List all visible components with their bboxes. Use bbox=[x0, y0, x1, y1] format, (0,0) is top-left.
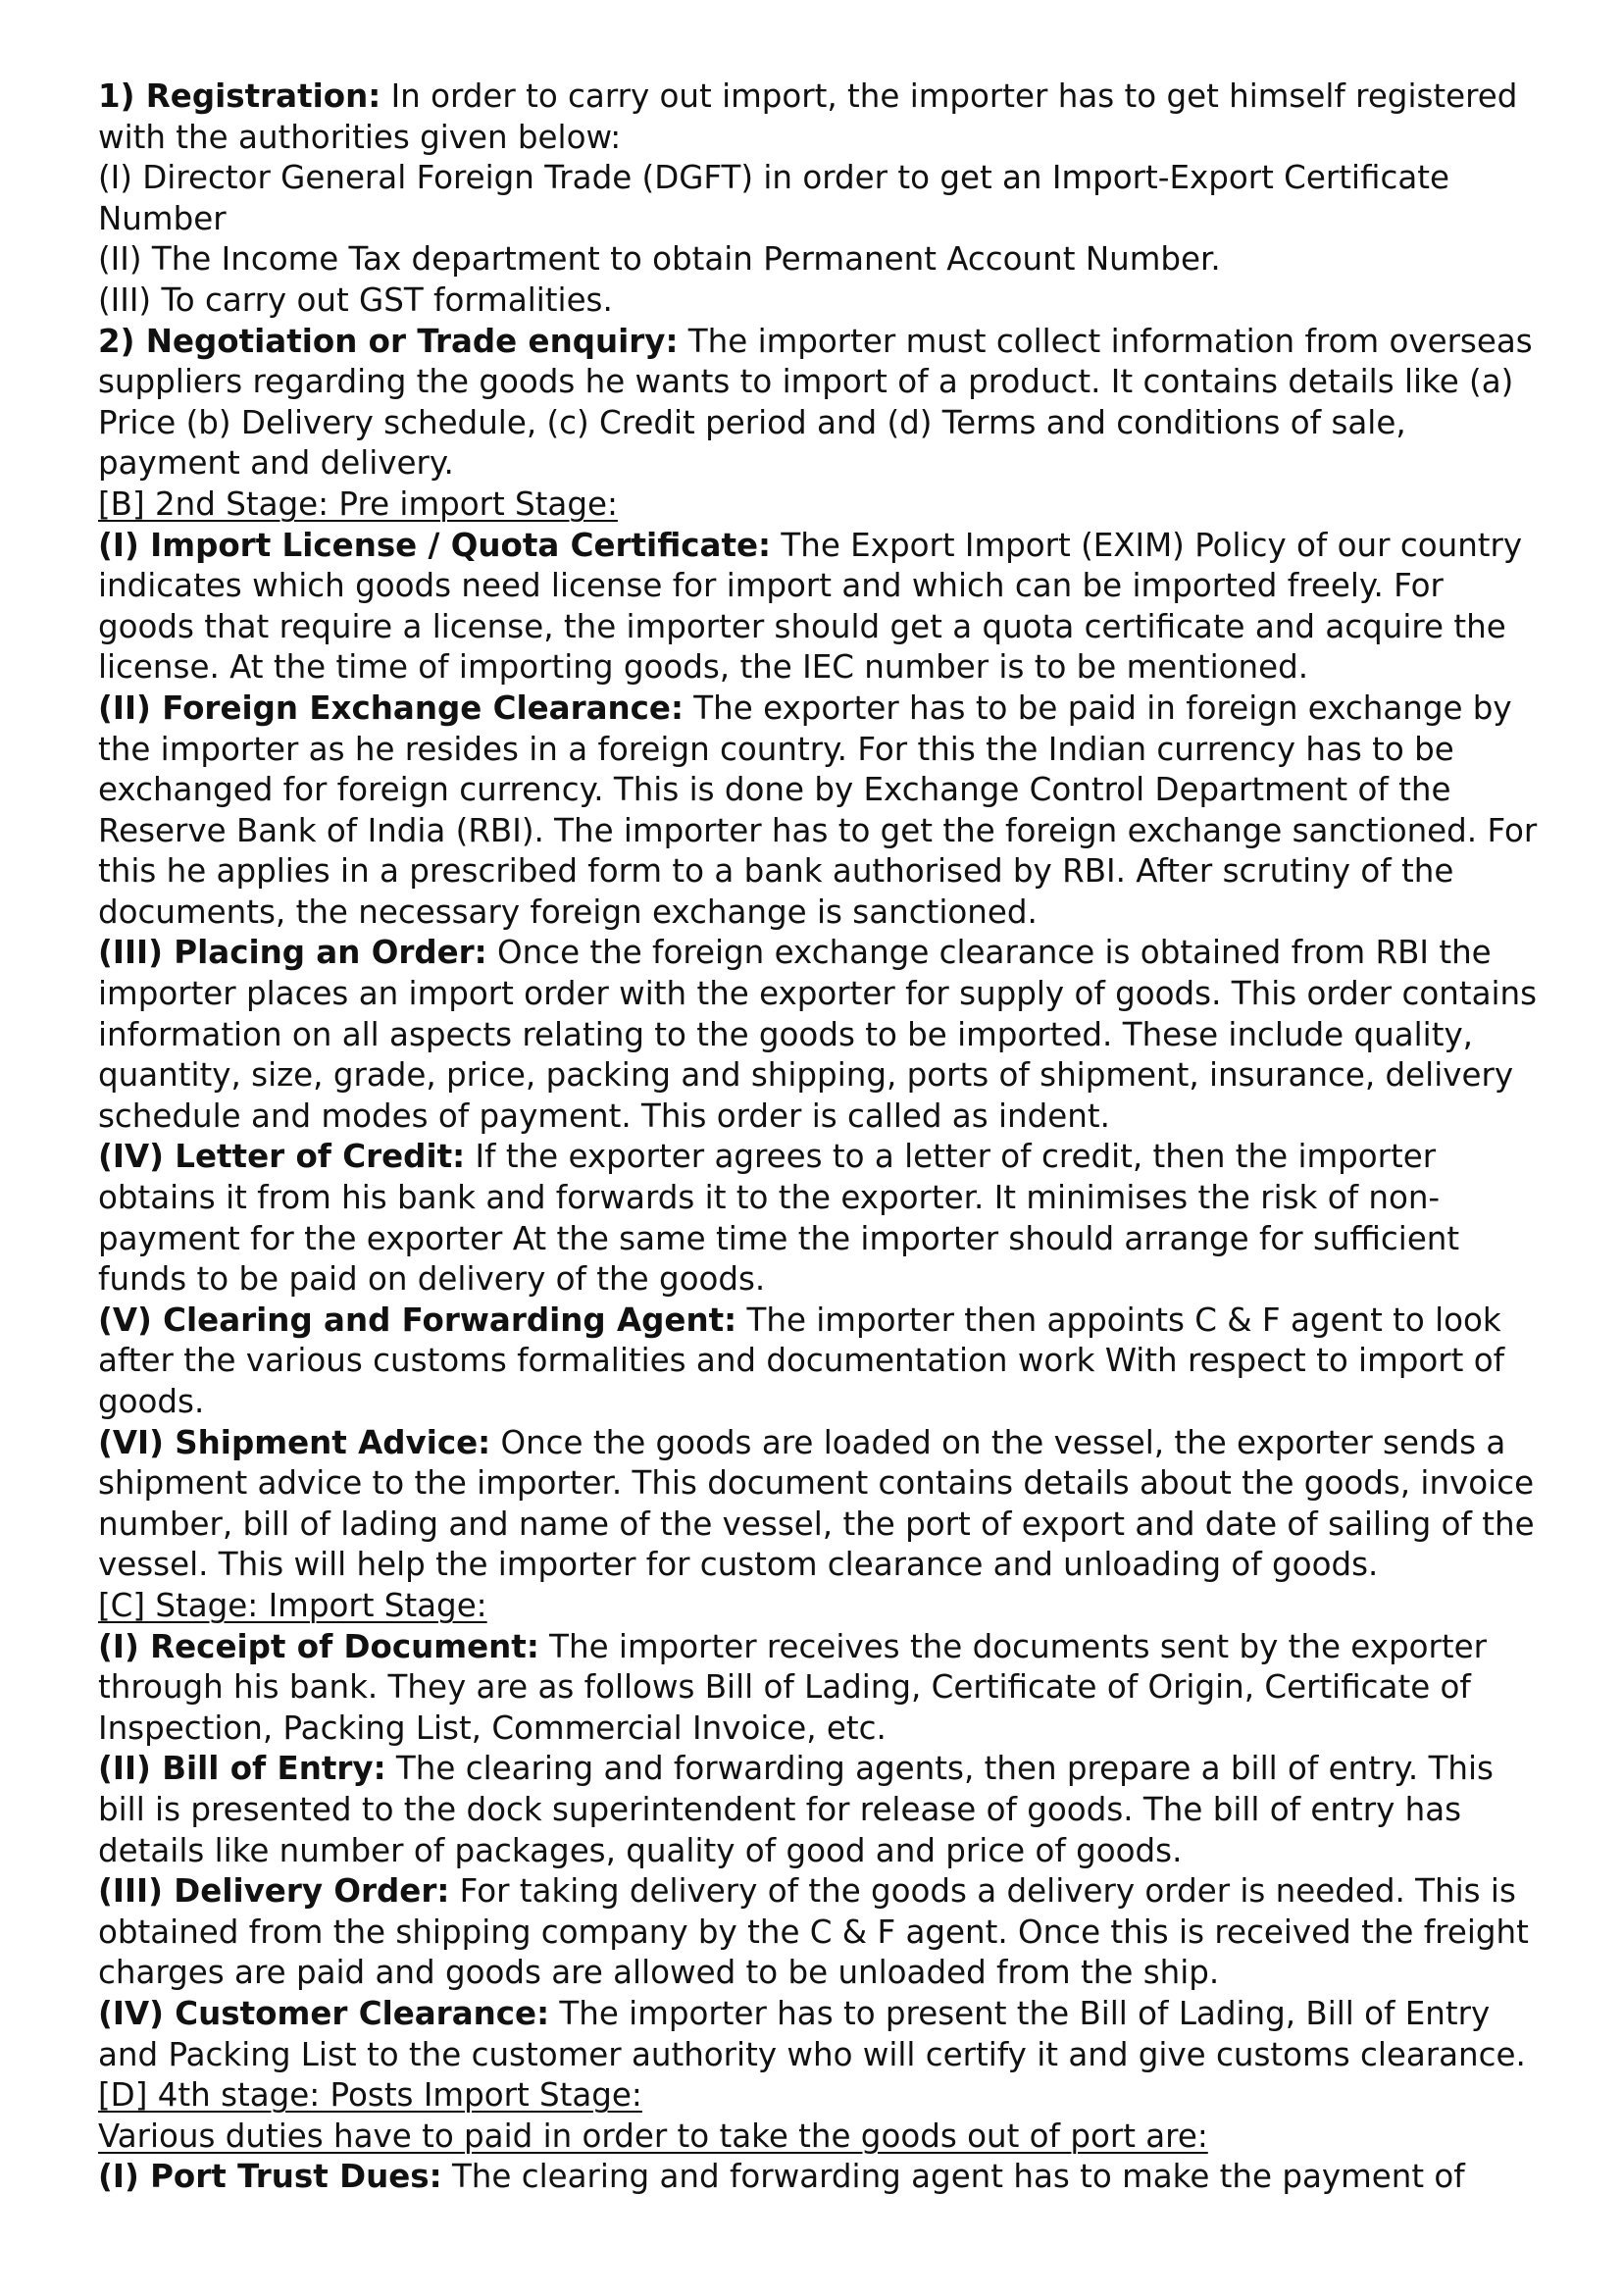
registration-text: In order to carry out import, the importer has to get himself registered with the authorities given below: bbox=[98, 77, 1518, 156]
dgft-item bbox=[98, 158, 1549, 239]
customer-clearance-text: The importer has to present the Bill of Lading, Bill of Entry and Packing List to the customer authority who will certify it and give customs clearance. bbox=[98, 1994, 1526, 2073]
placing-order-text: Once the foreign exchange clearance is obtained from RBI the importer places an import order with the exporter for supply of goods. This order contains information on all aspects relating to the goods to be imported. These include quality, quantity, size, grade, price, packing and shipping, ports of shipment, insurance, delivery schedule and modes of payment. This order is called as indent. bbox=[98, 934, 1538, 1135]
port-trust-text: The clearing and forwarding agent has to make the payment of bbox=[441, 2158, 1465, 2196]
section-heading-import: [C] Stage: Import Stage: bbox=[98, 1586, 487, 1624]
delivery-order-label: (III) Delivery Order: bbox=[98, 1872, 450, 1911]
clearing-agent-text: The importer then appoints C & F agent to look after the various customs formalities and documentation work With respect to import of goods. bbox=[98, 1301, 1505, 1420]
foreign-exchange-label: (II) Foreign Exchange Clearance: bbox=[98, 689, 684, 727]
port-trust-label: (I) Port Trust Dues: bbox=[98, 2158, 442, 2196]
delivery-order-text: For taking delivery of the goods a delivery order is needed. This is obtained from the shipping company by the C & F agent. Once this is received the freight charges are paid and goods are allowed to be unloaded from the ship. bbox=[98, 1872, 1529, 1992]
port-trust-paragraph bbox=[98, 2157, 1549, 2198]
document-page bbox=[98, 77, 1549, 2198]
registration-label: 1) Registration: bbox=[98, 77, 381, 115]
letter-of-credit-paragraph bbox=[98, 1137, 1549, 1300]
gst-item-text: (III) To carry out GST formalities. bbox=[98, 281, 613, 319]
shipment-advice-label: (VI) Shipment Advice: bbox=[98, 1423, 491, 1461]
placing-order-paragraph bbox=[98, 933, 1549, 1137]
bill-of-entry-text: The clearing and forwarding agents, then prepare a bill of entry. This bill is presented to the dock superintendent for release of goods. The bill of entry has details like number of packages, quality of good and price of goods. bbox=[98, 1750, 1494, 1869]
shipment-advice-paragraph bbox=[98, 1423, 1549, 1586]
receipt-document-text: The importer receives the documents sent by the exporter through his bank. They are as follows Bill of Lading, Certificate of Origin, Certificate of Inspection, Packing List, Commercial Invoice, etc. bbox=[98, 1627, 1487, 1747]
import-license-label: (I) Import License / Quota Certificate: bbox=[98, 526, 772, 564]
bill-of-entry-paragraph bbox=[98, 1749, 1549, 1871]
letter-of-credit-text: If the exporter agrees to a letter of credit, then the importer obtains it from his bank and forwards it to the exporter. It minimises the risk of non-payment for the exporter At the same time the importer should arrange for sufficient funds to be paid on delivery of the goods. bbox=[98, 1138, 1460, 1299]
duties-intro-heading: Various duties have to paid in order to take the goods out of port are: bbox=[98, 2117, 1208, 2155]
negotiation-label: 2) Negotiation or Trade enquiry: bbox=[98, 322, 679, 360]
negotiation-text: The importer must collect information from overseas suppliers regarding the goods he wants to import of a product. It contains details like (a) Price (b) Delivery schedule, (c) Credit period and (d) Terms and conditions of sale, payment and delivery. bbox=[98, 322, 1533, 483]
letter-of-credit-label: (IV) Letter of Credit: bbox=[98, 1138, 466, 1176]
clearing-agent-label: (V) Clearing and Forwarding Agent: bbox=[98, 1301, 737, 1339]
foreign-exchange-text: The exporter has to be paid in foreign exchange by the importer as he resides in a foreign country. For this the Indian currency has to be exchanged for foreign currency. This is done by Exchange Control Department of the Reserve Bank of India (RBI). The importer has to get the foreign exchange sanctioned. For this he applies in a prescribed form to a bank authorised by RBI. After scrutiny of the documents, the necessary foreign exchange is sanctioned. bbox=[98, 689, 1538, 931]
dgft-item-text: (I) Director General Foreign Trade (DGFT) in order to get an Import-Export Certificate Number bbox=[98, 159, 1449, 237]
import-license-text: The Export Import (EXIM) Policy of our country indicates which goods need license for import and which can be imported freely. For goods that require a license, the importer should get a quota certificate and acquire the license. At the time of importing goods, the IEC number is to be mentioned. bbox=[98, 526, 1523, 687]
delivery-order-paragraph bbox=[98, 1871, 1549, 1994]
section-heading-post-import: [D] 4th stage: Posts Import Stage: bbox=[98, 2076, 642, 2115]
shipment-advice-text: Once the goods are loaded on the vessel, the exporter sends a shipment advice to the importer. This document contains details about the goods, invoice number, bill of lading and name of the vessel, the port of export and date of sailing of the vessel. This will help the importer for custom clearance and unloading of goods. bbox=[98, 1423, 1535, 1584]
bill-of-entry-label: (II) Bill of Entry: bbox=[98, 1750, 386, 1788]
negotiation-paragraph bbox=[98, 322, 1549, 485]
gst-item bbox=[98, 281, 1549, 322]
import-license-paragraph bbox=[98, 526, 1549, 689]
receipt-document-label: (I) Receipt of Document: bbox=[98, 1627, 539, 1665]
income-tax-item bbox=[98, 239, 1549, 281]
registration-paragraph bbox=[98, 77, 1549, 158]
section-heading-pre-import: [B] 2nd Stage: Pre import Stage: bbox=[98, 485, 618, 523]
customer-clearance-label: (IV) Customer Clearance: bbox=[98, 1994, 550, 2032]
foreign-exchange-paragraph bbox=[98, 689, 1549, 934]
clearing-agent-paragraph bbox=[98, 1301, 1549, 1423]
income-tax-item-text: (II) The Income Tax department to obtain Permanent Account Number. bbox=[98, 240, 1221, 279]
placing-order-label: (III) Placing an Order: bbox=[98, 934, 487, 972]
receipt-document-paragraph bbox=[98, 1627, 1549, 1750]
customer-clearance-paragraph bbox=[98, 1994, 1549, 2075]
